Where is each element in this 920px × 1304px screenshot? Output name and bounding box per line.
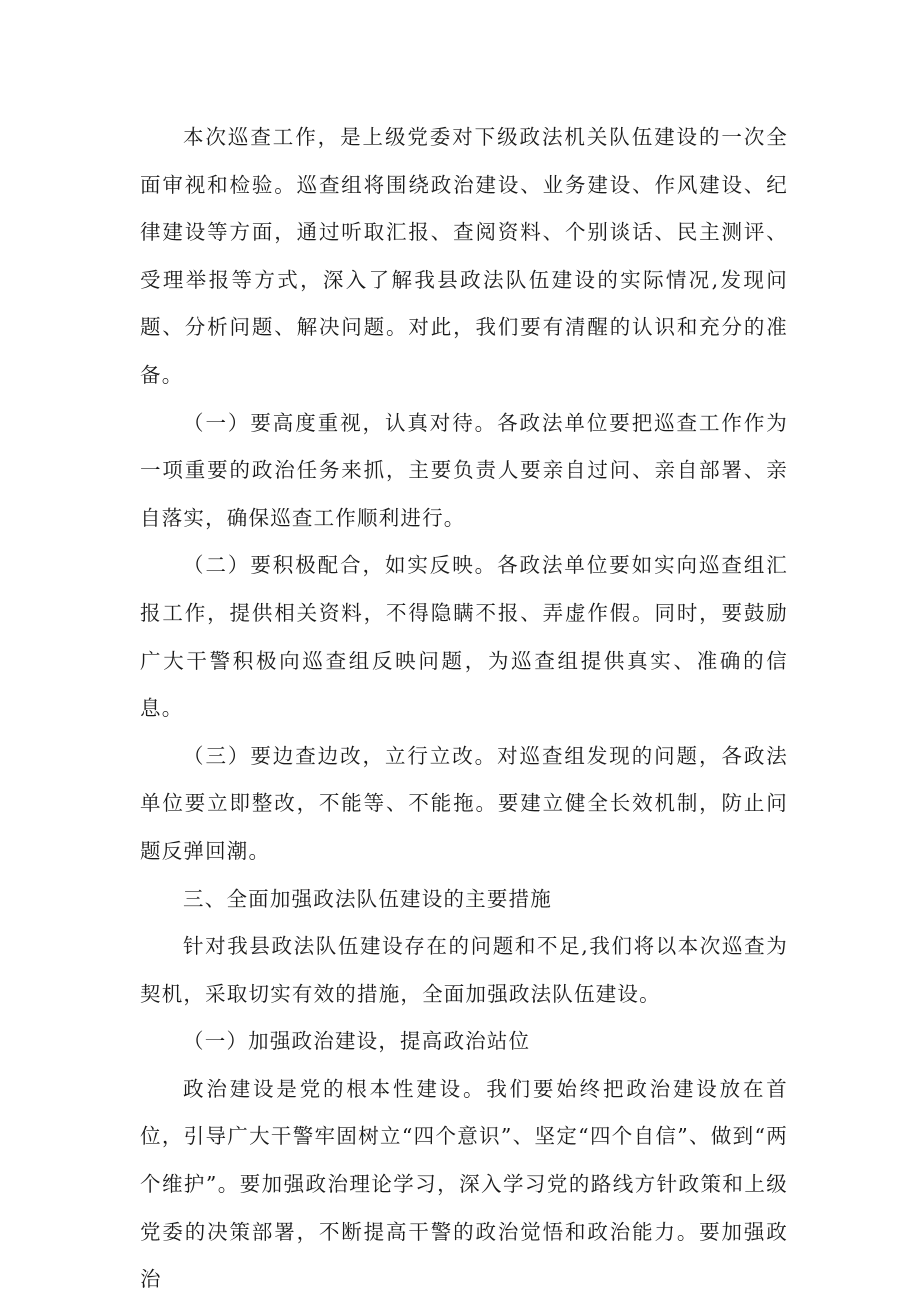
body-paragraph-inspection-overview: 本次巡查工作，是上级党委对下级政法机关队伍建设的一次全面审视和检验。巡查组将围绕政治建设、业务建设、作风建设、纪律建设等方面，通过听取汇报、查阅资料、个别谈话、民主测评、受理举报等方式，深入了解我县政法队伍建设的实际情况,发现问题、分析问题、解决问题。对此，我们要有清醒的认识和充分的准备。 — [140, 125, 788, 387]
body-paragraph-political-building: 政治建设是党的根本性建设。我们要始终把政治建设放在首位，引导广大干警牢固树立“四个意识”、坚定“四个自信”、做到“两个维护”。要加强政治理论学习，深入学习党的路线方针政策和上级党委的决策部署，不断提高干警的政治觉悟和政治能力。要加强政治 — [140, 1076, 788, 1292]
body-paragraph-item-3-rectification: （三）要边查边改，立行立改。对巡查组发现的问题，各政法单位要立即整改，不能等、不能拖。要建立健全长效机制，防止问题反弹回潮。 — [140, 743, 788, 863]
body-paragraph-item-1-attention: （一）要高度重视，认真对待。各政法单位要把巡查工作作为一项重要的政治任务来抓，主要负责人要亲自过问、亲自部署、亲自落实，确保巡查工作顺利进行。 — [140, 410, 788, 530]
section-heading-main-measures: 三、全面加强政法队伍建设的主要措施 — [183, 886, 552, 911]
subsection-heading-political-building: （一）加强政治建设，提高政治站位 — [183, 1029, 531, 1054]
document-page — [140, 114, 788, 1304]
body-paragraph-measures-intro: 针对我县政法队伍建设存在的问题和不足,我们将以本次巡查为契机，采取切实有效的措施，全面加强政法队伍建设。 — [140, 934, 788, 1006]
body-paragraph-item-2-cooperation: （二）要积极配合，如实反映。各政法单位要如实向巡查组汇报工作，提供相关资料，不得隐瞒不报、弄虚作假。同时，要鼓励广大干警积极向巡查组反映问题，为巡查组提供真实、准确的信息。 — [140, 553, 788, 721]
